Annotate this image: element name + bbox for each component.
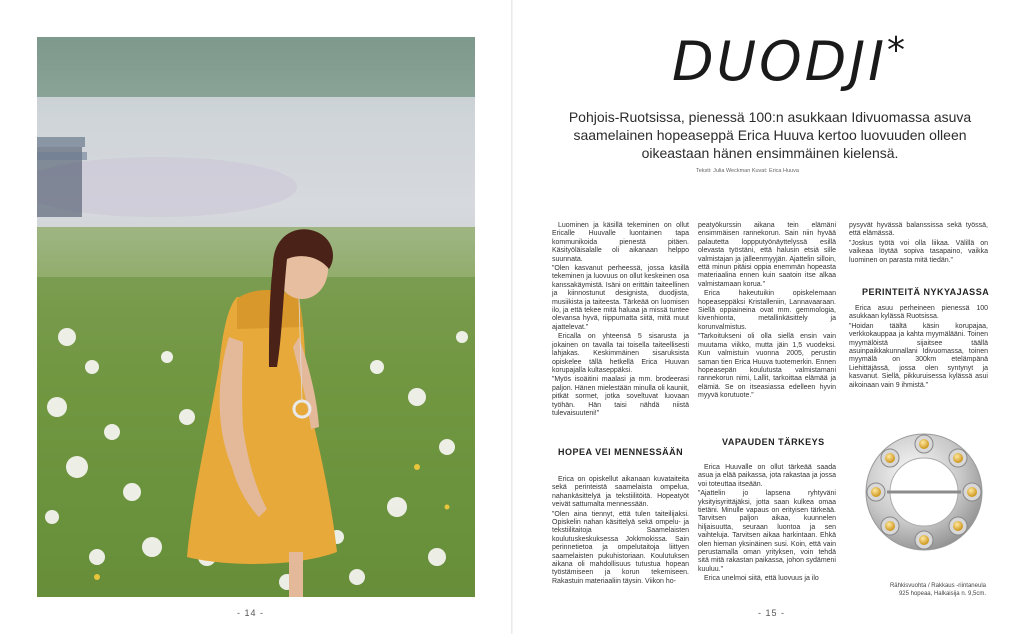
paragraph: Erica asuu perheineen pienessä 100 asukkaan kylässä Ruotsissa. bbox=[849, 305, 988, 321]
title-asterisk: * bbox=[887, 30, 909, 71]
article-title bbox=[672, 30, 908, 93]
caption-line: Rähkisvuohta / Rakkaus -riintaneula bbox=[889, 583, 986, 589]
paragraph: ”Hoidan täältä käsin korupajaa, verkkokauppaa ja kahta myymälääni. Toinen myymälöistä sijaitsee täällä asuinpaikkakunnallani Idivuomassa, toinen myymälä on 300km etelämpänä Liehittäjässä, jossa olen syntynyt ja kasvanut. Siellä, pikkuruisessa kylässä asui aikoinaan vain 9 ihmistä.” bbox=[849, 322, 988, 389]
brooch-caption bbox=[852, 582, 986, 598]
portrait-photo bbox=[37, 37, 475, 597]
body-column-3b bbox=[849, 305, 988, 391]
subheading-hopea: HOPEA VEI MENNESSÄÄN bbox=[558, 447, 684, 457]
article-credits: Teksti: Julia Weckman Kuvat: Erica Huuva bbox=[696, 168, 799, 174]
paragraph: Erica Huuvalle on ollut tärkeää saada asua ja elää paikassa, jota rakastaa ja jossa voi toteuttaa itseään. bbox=[698, 464, 836, 488]
paragraph: peatyökurssin aikana tein elämäni ensimmäisen rannekorun. Sain niin hyvää palautetta loppputyönäyttelyssä esillä olevasta työstäni, että halusin etsiä sille valmistajan ja jälleenmyyjän. Ajattelin silloin, että minun pitäisi oppia enemmän hopeasta materiaalina ennen kuin saatoin itse alkaa valmistamaan korua.” bbox=[698, 222, 836, 288]
subheading-perinteita: PERINTEITÄ NYKYAJASSA bbox=[862, 287, 990, 297]
article-lead: Pohjois-Ruotsissa, pienessä 100:n asukkaan Idivuomassa asuva saamelainen hopeaseppä Erica Huuva kertoo luovuuden olleen oikeastaan hänen ensimmäinen kielensä. bbox=[568, 109, 972, 161]
paragraph: ”Ajattelin jo lapsena ryhtyväni yksityisyrittäjäksi, jotta saan kulkea omaa tietäni. Minulle vapaus on erityisen tärkeää. Tarvitsen paljon aikaa, kuunnelen hiljaisuutta, seuraan luontoa ja sen vaihteluja. Tarvitsen aikaa harkintaan. Ehkä olen hieman yksinäinen susi. Koin, että vain perustamalla oman yrityksen, voin tehdä sitä mitä rakastan paikassa, johon sydämeni kuuluu.” bbox=[698, 490, 836, 573]
paragraph: Erica on opiskellut aikanaan kuvataiteita sekä perinteistä saamelaista ompelua, nahankäsittelyä ja tekstiilitöitä. Hopeatyöt veivät sattumalta mennessään. bbox=[552, 476, 689, 509]
paragraph: ”Olen aina tiennyt, että tulen taiteilijaksi. Opiskelin nahan käsittelyä sekä ompelu- ja tekstiilitaitoja Saamelaisten koulutuskeskuksessa Jokkmokissa. Sain perinnetietoa ja ompelutaitoja liittyen saamelaisten pukuhistoriaan. Koulutuksen aikana oli mahdollisuus tutustua hopean työstämiseen ja korun tekemiseen. Rakastuin materiaaliin täysin. Viikon ho- bbox=[552, 510, 689, 585]
paragraph: ”Myös isoäitini maalasi ja mm. brodeerasi paljon. Hänen mielestään minulla oli kauniit, pitkät sormet, jotka soveltuvat luovaan työhän. Hän taisi nähdä niistä tulevaisuuteni!” bbox=[552, 376, 689, 417]
brooch-photo bbox=[857, 428, 991, 556]
left-page-number: - 14 - bbox=[237, 608, 265, 618]
paragraph: Erica hakeutuikin opiskelemaan hopeaseppäksi Kristalleniin, Lannavaaraan. Siellä oppiaineina ovat mm. gemmologia, kivenhionta, metallinkäsittely ja korunvalmistus. bbox=[698, 290, 836, 331]
paragraph: ”Tarkoitukseni oli olla siellä ensin vain muutama viikko, mutta jäin 1,5 vuodeksi. Kun valmistuin vuonna 2005, perustin saman tien Erica Huuva tuotemerkin. Ennen hopeasepän koulutusta valmistamani rannekorun nimi, Lallit, tarkoittaa elämää ja elämiä. Se on itseasiassa edelleen hyvin myyvä korutuote.” bbox=[698, 333, 836, 400]
body-column-2b bbox=[698, 464, 836, 585]
photo-illustration bbox=[37, 37, 475, 597]
page-gutter bbox=[511, 0, 513, 634]
title-text: DUODJI bbox=[672, 30, 888, 93]
body-column-2 bbox=[698, 222, 836, 402]
paragraph: ”Olen kasvanut perheessä, jossa käsillä tekeminen ja luovuus on ollut keskeinen osa kanssakäymistä. Isäni on erittäin taiteellinen ja kiinnostunut designista, duodjista, musiikista ja taiteesta. Tärkeää on luomisen ilo, ja että tekee mitä haluaa ja missä tuntee olevansa hyvä, riippumatta siitä, mitä muut ajattelevat.” bbox=[552, 265, 689, 331]
right-page-number: - 15 - bbox=[758, 608, 786, 618]
paragraph: pysyvät hyvässä balanssissa sekä työssä, että elämässä. bbox=[849, 222, 988, 238]
paragraph: Ericalla on yhteensä 5 sisarusta ja jokainen on tavalla tai toisella taiteellisesti lahjakas. Keskimmäinen sisaruksista opiskelee tällä hetkellä Erica Huuvan korupajalla kultaseppäksi. bbox=[552, 333, 689, 374]
paragraph: ”Joskus työtä voi olla liikaa. Välillä on vaikeaa löytää sopiva tasapaino, vaikka luominen on parasta mitä tiedän.” bbox=[849, 239, 988, 264]
body-column-1 bbox=[552, 222, 689, 419]
caption-line: 925 hopeaa, Halkaisija n. 9,5cm. bbox=[898, 591, 986, 597]
subheading-vapauden: VAPAUDEN TÄRKEYS bbox=[722, 437, 825, 447]
paragraph: Erica unelmoi siitä, että luovuus ja ilo bbox=[704, 575, 819, 583]
paragraph: Luominen ja käsillä tekeminen on ollut Ericalle Huuvalle luontainen tapa kommunikoida pienestä pitäen. Käsityöläisalalle oli aikanaan helppo suunnata. bbox=[552, 222, 689, 263]
body-column-3 bbox=[849, 222, 988, 266]
body-column-1b bbox=[552, 476, 689, 587]
